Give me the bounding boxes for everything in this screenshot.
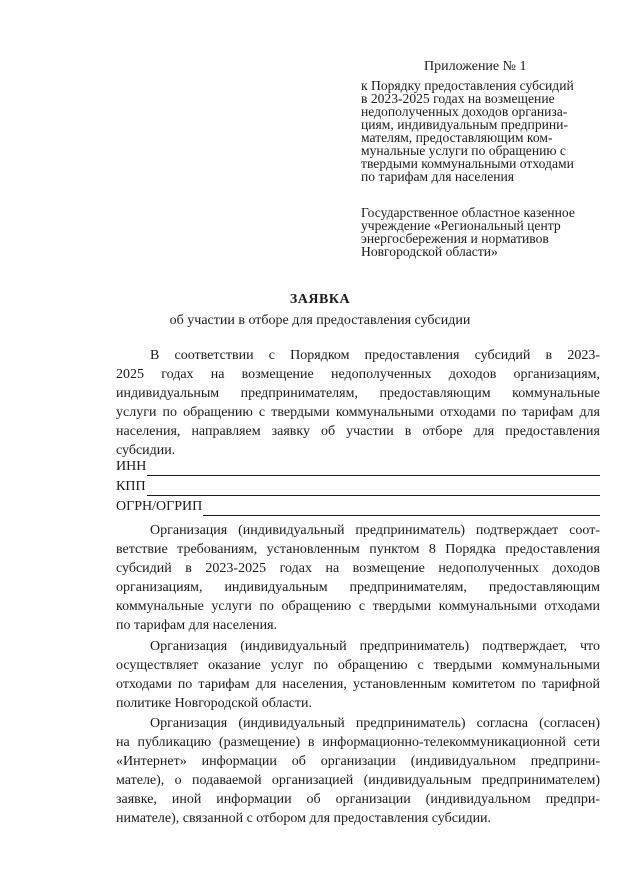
text-line: отходами по тарифам для населения, установленным комитетом по тарифной xyxy=(116,677,600,692)
text-line: осуществляет оказание услуг по обращению с твердыми коммунальными xyxy=(116,658,600,673)
text-line: услуги по обращению с твердыми коммунальными отходами по тарифам для xyxy=(116,405,600,420)
text-line: субсидии. xyxy=(116,443,176,458)
text-line: ветствие требованиям, установленным пунктом 8 Порядка предоставления xyxy=(116,542,600,557)
appendix-line: твердыми коммунальными отходами xyxy=(361,156,574,171)
kpp-field[interactable] xyxy=(116,477,600,496)
document-subtitle: об участии в отборе для предоставления субсидии xyxy=(169,313,471,328)
appendix-title: Приложение № 1 xyxy=(424,59,527,74)
appendix-reference xyxy=(361,79,601,183)
kpp-label: КПП xyxy=(116,479,146,494)
ogrn-label: ОГРН/ОГРИП xyxy=(116,499,203,514)
text-line: на публикацию (размещение) в информационно-телекоммуникационной сети xyxy=(116,735,600,750)
text-line: коммунальные услуги по обращению с твердыми коммунальными отходами xyxy=(116,599,600,614)
addressee-line: Новгородской области» xyxy=(361,244,498,259)
text-line: В соответствии с Порядком предоставления субсидий в 2023- xyxy=(150,348,600,363)
appendix-line: по тарифам для населения xyxy=(361,169,515,184)
addressee-block xyxy=(361,206,601,258)
text-line: организациям, индивидуальным предпринимателям, предоставляющим xyxy=(116,580,600,595)
text-line: Организация (индивидуальный предприниматель) подтверждает, что xyxy=(150,639,600,654)
document-title: ЗАЯВКА xyxy=(289,292,351,307)
intro-paragraph xyxy=(116,346,600,460)
appendix-line: в 2023-2025 годах на возмещение xyxy=(361,91,555,106)
text-line: субсидий в 2023-2025 годах на возмещение недополученных доходов xyxy=(116,561,600,576)
text-line: политике Новгородской области. xyxy=(116,696,312,711)
inn-field[interactable] xyxy=(116,457,600,476)
publication-consent-paragraph xyxy=(116,714,600,828)
appendix-line: мателям, предоставляющим ком- xyxy=(361,130,553,145)
addressee-line: учреждение «Региональный центр xyxy=(361,218,561,233)
ogrn-input-line[interactable] xyxy=(203,500,600,516)
text-line: «Интернет» информации об организации (индивидуальном предприни- xyxy=(116,754,600,769)
inn-input-line[interactable] xyxy=(147,460,600,476)
text-line: Организация (индивидуальный предприниматель) подтверждает соот- xyxy=(150,523,600,538)
text-line: Организация (индивидуальный предприниматель) согласна (согласен) xyxy=(150,716,600,731)
kpp-input-line[interactable] xyxy=(147,480,600,496)
text-line: 2025 годах на возмещение недополученных доходов организациям, xyxy=(116,367,600,382)
appendix-line: циям, индивидуальным предприни- xyxy=(361,117,568,132)
addressee-line: энергосбережения и нормативов xyxy=(361,231,549,246)
text-line: мателе), о подаваемой организацией (индивидуальным предпринимателем) xyxy=(116,773,600,788)
text-line: по тарифам для населения. xyxy=(116,618,278,633)
appendix-line: к Порядку предоставления субсидий xyxy=(361,78,574,93)
services-paragraph xyxy=(116,637,600,713)
text-line: заявке, иной информации об организации (индивидуальном предпри- xyxy=(116,792,600,807)
text-line: индивидуальным предпринимателям, предоставляющим коммунальные xyxy=(116,386,600,401)
ogrn-field[interactable] xyxy=(116,497,600,516)
text-line: нимателе), связанной с отбором для предоставления субсидии. xyxy=(116,811,492,826)
addressee-line: Государственное областное казенное xyxy=(361,205,575,220)
appendix-line: мунальные услуги по обращению с xyxy=(361,143,566,158)
confirmation-paragraph xyxy=(116,521,600,635)
text-line: населения, направляем заявку об участии в отборе для предоставления xyxy=(116,424,600,439)
inn-label: ИНН xyxy=(116,459,147,474)
appendix-line: недополученных доходов организа- xyxy=(361,104,568,119)
